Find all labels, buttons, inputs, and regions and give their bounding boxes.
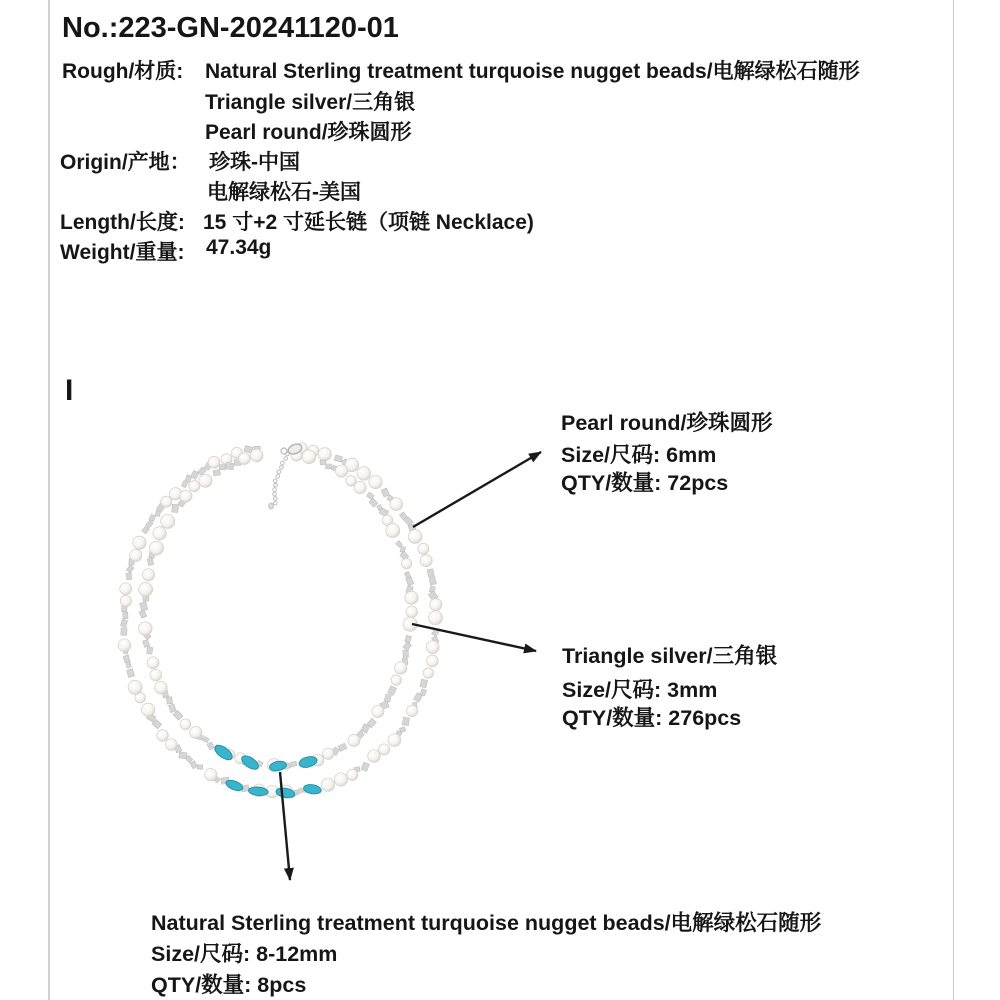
weight-value: 47.34g xyxy=(206,236,272,259)
clasp-and-extension-chain xyxy=(269,442,304,509)
arrow-pearl-round xyxy=(413,452,541,527)
annotation-pearl-qty: QTY/数量: 72pcs xyxy=(561,471,729,495)
origin-value-line1: 珍珠-中国 xyxy=(209,151,300,174)
figure-marker: I xyxy=(65,374,74,407)
weight-label: Weight/重量: xyxy=(60,241,185,264)
length-label: Length/长度: xyxy=(60,211,185,234)
rough-value-line1: Natural Sterling treatment turquoise nugget beads/电解绿松石随形 xyxy=(205,60,860,83)
origin-value-line2: 电解绿松石-美国 xyxy=(207,181,361,204)
rough-label: Rough/材质: xyxy=(62,60,184,83)
necklace-strands xyxy=(118,443,442,799)
annotation-silver-title: Triangle silver/三角银 xyxy=(562,644,778,668)
annotation-turquoise-qty: QTY/数量: 8pcs xyxy=(151,973,307,997)
annotation-silver-size: Size/尺码: 3mm xyxy=(562,678,718,702)
document-number: No.:223-GN-20241120-01 xyxy=(62,12,399,44)
length-value: 15 寸+2 寸延长链（项链 Necklace) xyxy=(203,211,534,234)
rough-value-line2: Triangle silver/三角银 xyxy=(205,91,416,114)
annotation-arrows xyxy=(280,452,541,880)
annotation-pearl-title: Pearl round/珍珠圆形 xyxy=(561,411,773,435)
annotation-pearl-size: Size/尺码: 6mm xyxy=(561,443,717,467)
annotation-turquoise-title: Natural Sterling treatment turquoise nugget beads/电解绿松石随形 xyxy=(151,911,822,935)
annotation-silver-qty: QTY/数量: 276pcs xyxy=(562,706,742,730)
origin-label: Origin/产地： xyxy=(60,151,191,174)
annotation-turquoise-size: Size/尺码: 8-12mm xyxy=(151,942,338,966)
rough-value-line3: Pearl round/珍珠圆形 xyxy=(205,121,412,144)
